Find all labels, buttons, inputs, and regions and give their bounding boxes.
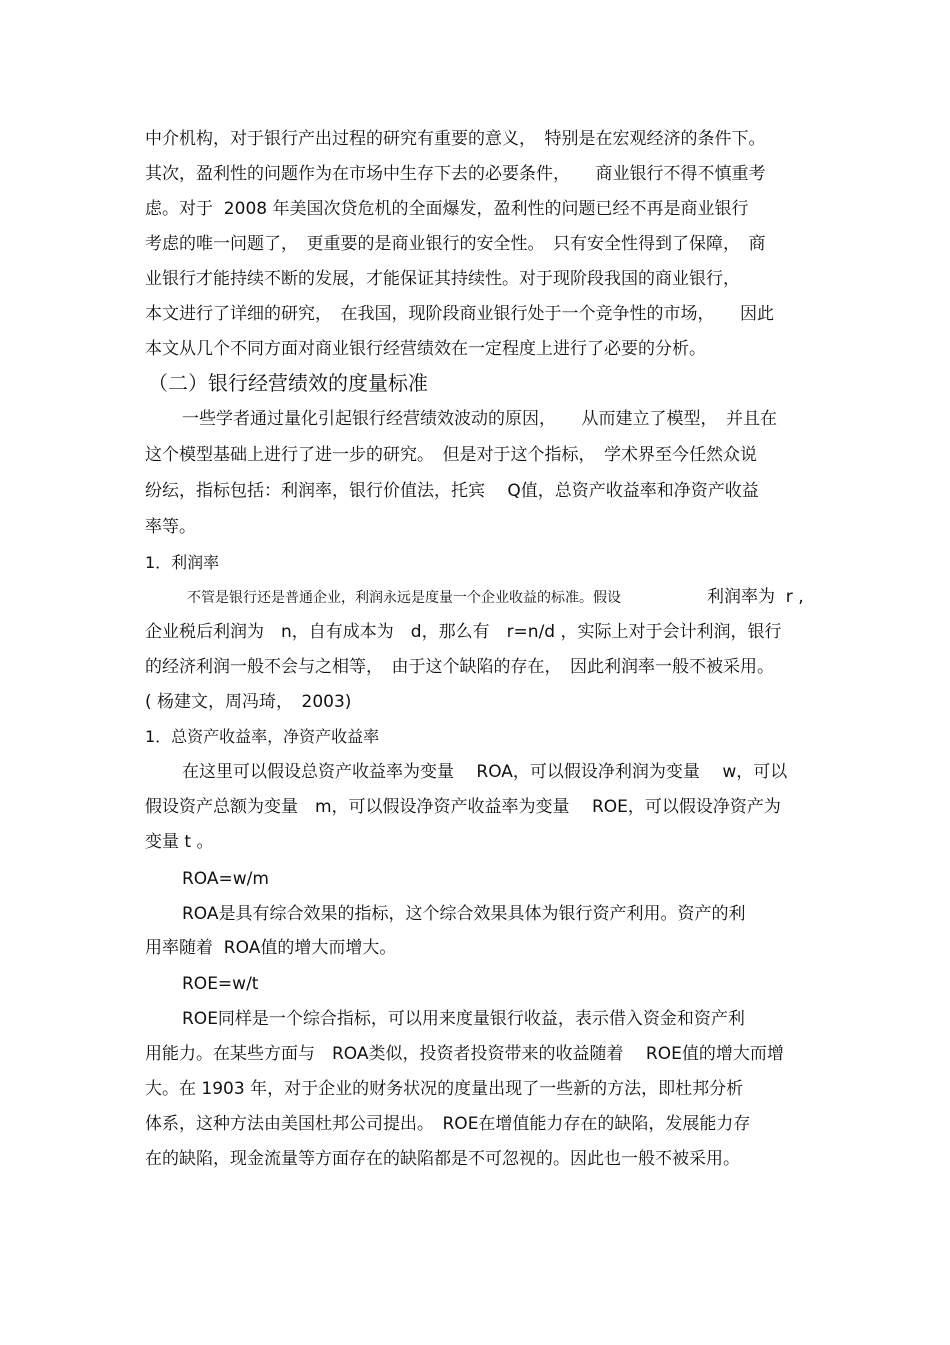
paragraph-line: 一些学者通过量化引起银行经营绩效波动的原因， 从而建立了模型， 并且在 <box>182 409 777 429</box>
paragraph-line: 在这里可以假设总资产收益率为变量 ROA，可以假设净利润为变量 w，可以 <box>182 762 788 782</box>
paragraph-line: 用能力。在某些方面与 ROA类似，投资者投资带来的收益随着 ROE值的增大而增 <box>145 1044 784 1064</box>
paragraph-line: 其次，盈利性的问题作为在市场中生存下去的必要条件， 商业银行不得不慎重考 <box>145 164 766 184</box>
subsection-heading: 1．总资产收益率，净资产收益率 <box>145 727 380 746</box>
paragraph-line: 变量 t 。 <box>145 832 214 852</box>
paragraph-line: 企业税后利润为 n，自有成本为 d，那么有 r=n/d ，实际上对于会计利润，银行 <box>145 622 782 642</box>
paragraph-line: ROE同样是一个综合指标，可以用来度量银行收益，表示借入资金和资产利 <box>182 1009 745 1029</box>
paragraph-line-small: 不管是银行还是普通企业，利润永远是度量一个企业收益的标准。假设 <box>187 590 621 606</box>
paragraph-line: 虑。对于 2008 年美国次贷危机的全面爆发，盈利性的问题已经不再是商业银行 <box>145 199 749 219</box>
paragraph-line: 纷纭，指标包括：利润率，银行价值法，托宾 Q值，总资产收益率和净资产收益 <box>145 481 759 501</box>
section-heading: （二）银行经营绩效的度量标准 <box>148 371 428 395</box>
paragraph-line: 本文进行了详细的研究， 在我国，现阶段商业银行处于一个竞争性的市场， 因此 <box>145 304 774 324</box>
paragraph-line: 中介机构，对于银行产出过程的研究有重要的意义， 特别是在宏观经济的条件下。 <box>145 129 766 149</box>
paragraph-line: 的经济利润一般不会与之相等， 由于这个缺陷的存在， 因此利润率一般不被采用。 <box>145 657 774 677</box>
citation-line: ( 杨建文，周冯琦， 2003) <box>145 692 352 712</box>
formula-roa: ROA=w/m <box>182 869 269 889</box>
paragraph-line: 假设资产总额为变量 m，可以假设净资产收益率为变量 ROE，可以假设净资产为 <box>145 797 781 817</box>
subsection-heading: 1．利润率 <box>145 553 220 572</box>
paragraph-line: 考虑的唯一问题了， 更重要的是商业银行的安全性。 只有安全性得到了保障， 商 <box>145 234 766 254</box>
paragraph-line: 在的缺陷，现金流量等方面存在的缺陷都是不可忽视的。因此也一般不被采用。 <box>145 1149 740 1169</box>
paragraph-line: 业银行才能持续不断的发展，才能保证其持续性。对于现阶段我国的商业银行， <box>145 269 740 289</box>
paragraph-line: 本文从几个不同方面对商业银行经营绩效在一定程度上进行了必要的分析。 <box>145 339 706 359</box>
paragraph-line: 体系，这种方法由美国杜邦公司提出。 ROE在增值能力存在的缺陷，发展能力存 <box>145 1114 751 1134</box>
paragraph-line: 这个模型基础上进行了进一步的研究。 但是对于这个指标， 学术界至今任然众说 <box>145 445 757 465</box>
paragraph-line: 大。在 1903 年，对于企业的财务状况的度量出现了一些新的方法，即杜邦分析 <box>145 1079 744 1099</box>
paragraph-line: 率等。 <box>145 517 196 537</box>
paragraph-line: 用率随着 ROA值的增大而增大。 <box>145 938 397 958</box>
formula-roe: ROE=w/t <box>182 974 259 994</box>
paragraph-line-tail: 利润率为 r , <box>707 587 804 607</box>
paragraph-line: ROA是具有综合效果的指标，这个综合效果具体为银行资产利用。资产的利 <box>182 904 746 924</box>
